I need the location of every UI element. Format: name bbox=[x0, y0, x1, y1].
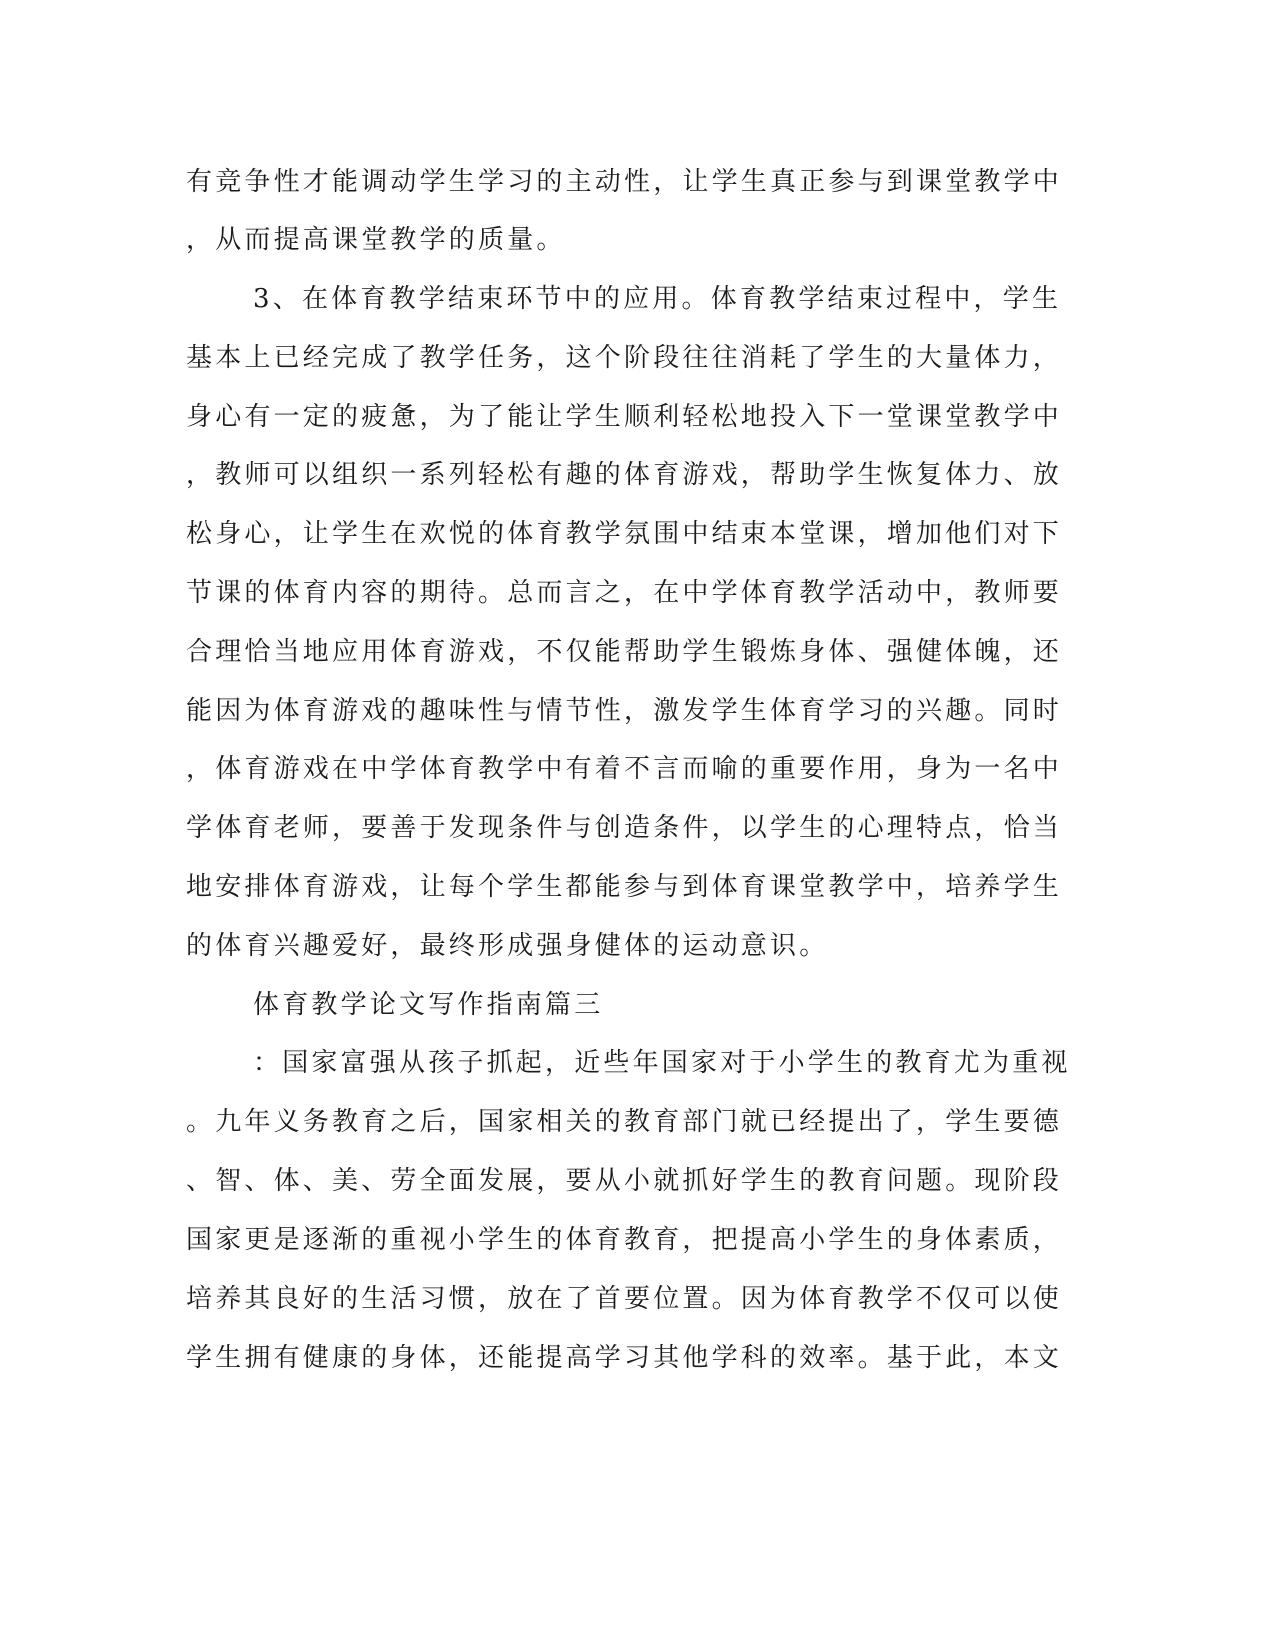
text-line: 地安排体育游戏，让每个学生都能参与到体育课堂教学中，培养学生 bbox=[186, 872, 1063, 902]
text-line: 、智、体、美、劳全面发展，要从小就抓好学生的教育问题。现阶段 bbox=[186, 1166, 1063, 1196]
text-line: 。九年义务教育之后，国家相关的教育部门就已经提出了，学生要德 bbox=[186, 1107, 1063, 1137]
text-line: 国家更是逐渐的重视小学生的体育教育，把提高小学生的身体素质， bbox=[186, 1225, 1063, 1255]
text-line: 学体育老师，要善于发现条件与创造条件，以学生的心理特点，恰当 bbox=[186, 813, 1063, 843]
text-line: 3、在体育教学结束环节中的应用。体育教学结束过程中，学生 bbox=[253, 284, 1062, 314]
text-line: 能因为体育游戏的趣味性与情节性，激发学生体育学习的兴趣。同时 bbox=[186, 696, 1063, 726]
text-line: 的体育兴趣爱好，最终形成强身健体的运动意识。 bbox=[186, 931, 829, 961]
text-line: 松身心，让学生在欢悦的体育教学氛围中结束本堂课，增加他们对下 bbox=[186, 519, 1063, 549]
text-line: 有竞争性才能调动学生学习的主动性，让学生真正参与到课堂教学中 bbox=[186, 167, 1063, 197]
text-line: 合理恰当地应用体育游戏，不仅能帮助学生锻炼身体、强健体魄，还 bbox=[186, 637, 1063, 667]
text-line: 节课的体育内容的期待。总而言之，在中学体育教学活动中，教师要 bbox=[186, 578, 1063, 608]
text-line: ，教师可以组织一系列轻松有趣的体育游戏，帮助学生恢复体力、放 bbox=[186, 460, 1063, 490]
text-line: ，体育游戏在中学体育教学中有着不言而喻的重要作用，身为一名中 bbox=[186, 754, 1063, 784]
text-line: ，从而提高课堂教学的质量。 bbox=[186, 225, 566, 255]
text-line: 培养其良好的生活习惯，放在了首要位置。因为体育教学不仅可以使 bbox=[186, 1284, 1063, 1314]
section-heading: 体育教学论文写作指南篇三 bbox=[253, 990, 604, 1020]
text-line: 基本上已经完成了教学任务，这个阶段往往消耗了学生的大量体力， bbox=[186, 343, 1063, 373]
text-line: ：国家富强从孩子抓起，近些年国家对于小学生的教育尤为重视 bbox=[253, 1048, 1071, 1078]
text-line: 学生拥有健康的身体，还能提高学习其他学科的效率。基于此，本文 bbox=[186, 1343, 1063, 1373]
text-line: 身心有一定的疲惫，为了能让学生顺利轻松地投入下一堂课堂教学中 bbox=[186, 402, 1063, 432]
